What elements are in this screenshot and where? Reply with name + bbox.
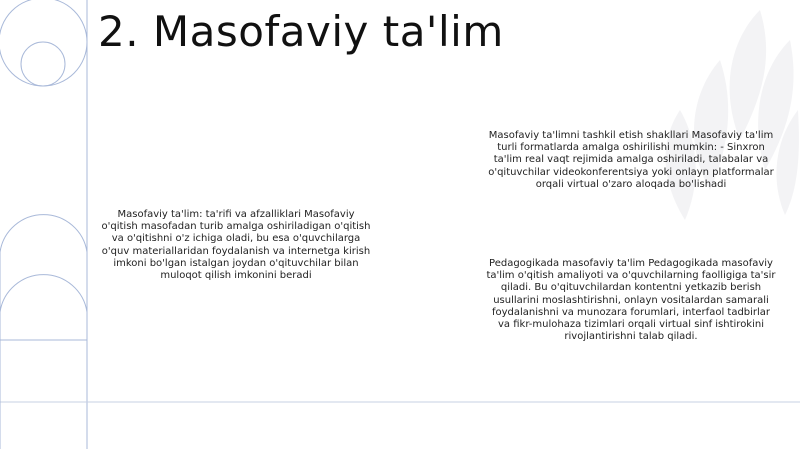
text-block-forms: Masofaviy ta'limni tashkil etish shakllari Masofaviy ta'lim turli formatlarda amalga oshirilishi mumkin: - Sinxron ta'lim real vaqt rejimida amalga oshiriladi, talabalar va o'qituvchilar videokonferentsiya yoki onlayn platformalar orqali virtual o'zaro aloqada bo'lishadi — [488, 130, 774, 190]
text-block-pedagogy: Pedagogikada masofaviy ta'lim Pedagogikada masofaviy ta'lim o'qitish amaliyoti va o'quvchilarning faolligiga ta'sir qiladi. Bu o'qituvchilardan kontentni yetkazib berish usullarini moslashtirishni, onlayn vositalardan samarali foydalanishni va munozara forumlari, interfaol tadbirlar va fikr-mulohaza tizimlari orqali virtual sinf ishtirokini rivojlantirishni talab qiladi. — [486, 258, 776, 343]
decorative-leaf-watermark — [560, 0, 800, 230]
slide-title: 2. Masofaviy ta'lim — [98, 7, 504, 56]
text-block-definition: Masofaviy ta'lim: ta'rifi va afzalliklari Masofaviy o'qitish masofadan turib amalga oshiriladigan o'qitish va o'qitishni o'z ichiga oladi, bu esa o'quvchilarga o'quv materiallaridan foydalanish va internetga kirish imkoni bo'lgan istalgan joydan o'qituvchilar bilan muloqot qilish imkonini beradi — [101, 209, 371, 282]
